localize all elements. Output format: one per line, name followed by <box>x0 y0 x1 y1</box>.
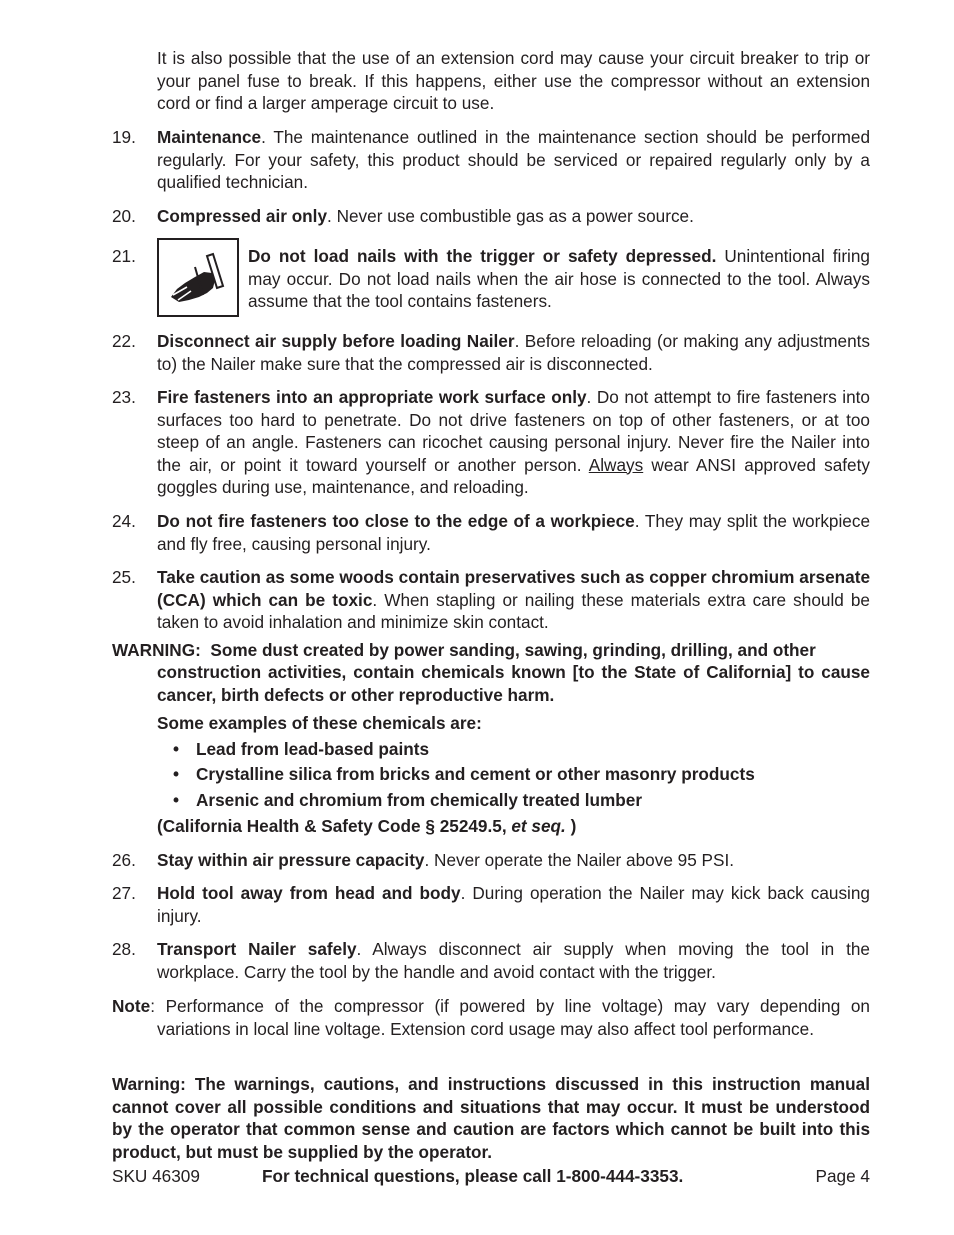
bullet-icon: • <box>173 790 180 810</box>
code-prefix: (California Health & Safety Code § 25249.5, <box>157 816 512 836</box>
item-number: 25. <box>112 567 136 587</box>
item-title: Take caution as some woods contain preservatives such as copper chromium arsenate (CCA) which can be toxic <box>157 567 870 610</box>
bullet-item: Crystalline silica from bricks and cement or other masonry products <box>196 764 755 784</box>
item-text: . During operation the Nailer may kick back causing injury. <box>157 883 870 926</box>
item-disconnect-air <box>157 330 870 375</box>
ca-warning-label: WARNING: <box>112 640 201 660</box>
item-title: Maintenance <box>157 127 262 147</box>
item-text-end: wear ANSI approved safety goggles during use, maintenance, and reloading. <box>157 454 870 497</box>
item-text: . Before reloading (or making any adjustments to) the Nailer make sure that the compressed air is disconnected. <box>157 331 870 374</box>
item-number: 22. <box>112 331 136 351</box>
note-paragraph <box>112 995 870 1040</box>
item-number: 26. <box>112 850 136 870</box>
code-suffix: ) <box>565 816 577 836</box>
final-warning: Warning: The warnings, cautions, and instructions discussed in this instruction manual cannot cover all possible conditions and situations that may occur. It must be understood by the operator that common sense and caution are factors which cannot be built into this product, but must be supplied by the operator. <box>112 1074 870 1162</box>
item-fire-fasteners <box>157 386 870 499</box>
code-italic: et seq. <box>511 816 566 836</box>
examples-heading: Some examples of these chemicals are: <box>157 713 482 733</box>
item-number: 24. <box>112 511 136 531</box>
item-text: . Never operate the Nailer above 95 PSI. <box>424 850 735 870</box>
item-text: . They may split the workpiece and fly free, causing personal injury. <box>157 511 870 554</box>
ca-code-reference <box>157 815 576 838</box>
item-number: 23. <box>112 387 136 407</box>
item-title: Transport Nailer safely <box>157 939 357 959</box>
item-number: 21. <box>112 246 136 266</box>
hand-on-trigger-icon <box>157 238 239 317</box>
note-text: : Performance of the compressor (if powered by line voltage) may vary depending on variations in local line voltage. Extension cord usage may also affect tool performance. <box>150 996 870 1039</box>
item-compressed-air <box>157 205 870 228</box>
item-number: 20. <box>112 206 136 226</box>
ca-warning-body: construction activities, contain chemicals known [to the State of California] to cause cancer, birth defects or other reproductive harm. <box>157 662 870 705</box>
item-toxic-woods <box>157 566 870 634</box>
intro-paragraph: It is also possible that the use of an extension cord may cause your circuit breaker to trip or your panel fuse to break. If this happens, either use the compressor without an extension cord or find a larger amperage circuit to use. <box>157 48 870 113</box>
item-air-pressure <box>157 849 870 872</box>
item-title: Hold tool away from head and body <box>157 883 461 903</box>
ca-warning-line1: Some dust created by power sanding, sawing, grinding, drilling, and other <box>210 640 816 660</box>
item-text: . Do not attempt to fire fasteners into surfaces too hard to penetrate. Do not drive fasteners on top of other fasteners, or at too steep of an angle. Fasteners can ricochet causing personal injury. Never fire the Nailer into the air, or point it toward yourself or another person. <box>157 387 870 475</box>
item-transport-nailer <box>157 938 870 983</box>
footer-sku: SKU 46309 <box>112 1166 200 1186</box>
item-text: . Never use combustible gas as a power source. <box>327 206 694 226</box>
item-title: Do not load nails with the trigger or safety depressed. <box>248 246 717 266</box>
footer-page-number: Page 4 <box>815 1166 870 1186</box>
item-title: Stay within air pressure capacity <box>157 850 425 870</box>
item-hold-tool <box>157 882 870 927</box>
bullet-item: Lead from lead-based paints <box>196 739 430 759</box>
item-title: Do not fire fasteners too close to the edge of a workpiece <box>157 511 635 531</box>
item-title: Compressed air only <box>157 206 328 226</box>
item-text: . The maintenance outlined in the maintenance section should be performed regularly. For your safety, this product should be serviced or repaired regularly only by a qualified technician. <box>157 127 870 192</box>
footer-help-line: For technical questions, please call 1-800-444-3353. <box>262 1166 684 1186</box>
item-title: Fire fasteners into an appropriate work surface only <box>157 387 587 407</box>
bullet-icon: • <box>173 739 180 759</box>
bullet-icon: • <box>173 764 180 784</box>
item-maintenance <box>157 126 870 194</box>
item-title: Disconnect air supply before loading Nailer <box>157 331 515 351</box>
item-edge-workpiece <box>157 510 870 555</box>
item-number: 27. <box>112 883 136 903</box>
note-label: Note <box>112 996 151 1016</box>
bullet-item: Arsenic and chromium from chemically treated lumber <box>196 790 643 810</box>
underlined-word: Always <box>588 454 644 475</box>
item-number: 28. <box>112 939 136 959</box>
item-text: Unintentional firing may occur. Do not load nails when the air hose is connected to the tool. Always assume that the tool contains fasteners. <box>248 246 870 311</box>
item-number: 19. <box>112 127 136 147</box>
ca-warning-first-line <box>112 639 870 662</box>
item-load-nails <box>248 245 870 313</box>
item-text: . Always disconnect air supply when moving the tool in the workplace. Carry the tool by the handle and avoid contact with the trigger. <box>157 939 870 982</box>
item-text: . When stapling or nailing these materials extra care should be taken to avoid inhalation and minimize skin contact. <box>157 589 870 632</box>
